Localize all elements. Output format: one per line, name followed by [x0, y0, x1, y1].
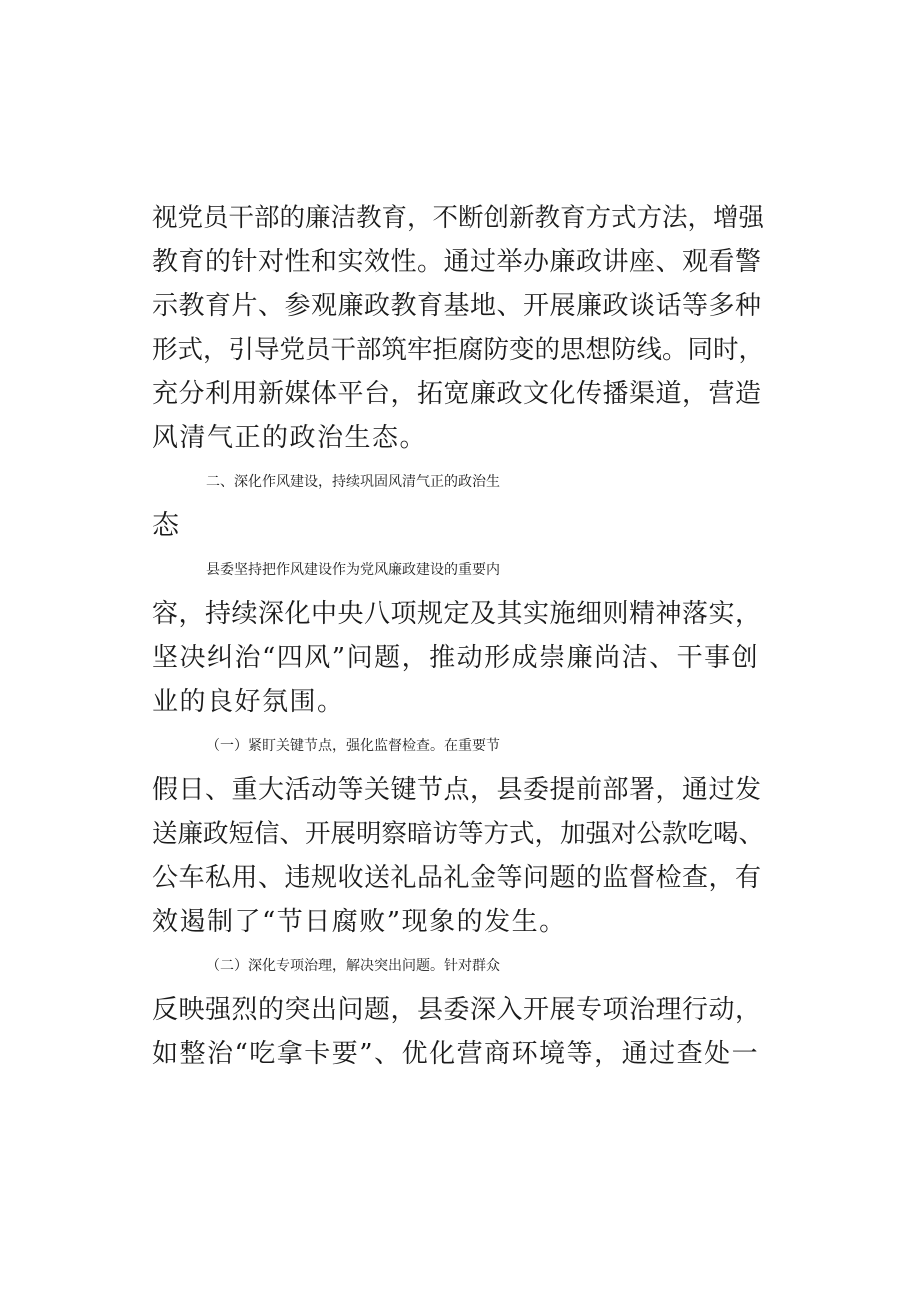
section-heading: 态 [152, 510, 179, 541]
paragraph-line: 风清气正的政治生态。 [152, 423, 428, 453]
paragraph-line: 业的良好氛围。 [152, 687, 345, 717]
paragraph-line: 反映强烈的突出问题，县委深入开展专项治理行动， [152, 995, 762, 1025]
paragraph-line: （一）紧盯关键节点，强化监督检查。在重要节 [206, 738, 500, 754]
paragraph-line: 如整治“吃拿卡要”、优化营商环境等，通过查处一 [152, 1039, 760, 1069]
paragraph-line: 教育的针对性和实效性。通过举办廉政讲座、观看警 [152, 247, 762, 277]
paragraph-line: 视党员干部的廉洁教育，不断创新教育方式方法，增强 [152, 203, 765, 233]
paragraph-line: 形式，引导党员干部筑牢拒腐防变的思想防线。同时， [152, 335, 765, 365]
section-heading: 二、深化作风建设，持续巩固风清气正的政治生 [206, 474, 500, 490]
paragraph-line: 充分利用新媒体平台，拓宽廉政文化传播渠道，营造 [152, 379, 762, 409]
paragraph-line: 假日、重大活动等关键节点，县委提前部署，通过发 [152, 775, 762, 805]
paragraph-line: 公车私用、违规收送礼品礼金等问题的监督检查，有 [152, 863, 762, 893]
paragraph-line: 坚决纠治“四风”问题，推动形成崇廉尚洁、干事创 [152, 643, 760, 673]
paragraph-line: 送廉政短信、开展明察暗访等方式，加强对公款吃喝、 [152, 819, 765, 849]
paragraph-line: 效遏制了“节日腐败”现象的发生。 [152, 907, 567, 937]
paragraph-line: 县委坚持把作风建设作为党风廉政建设的重要内 [206, 562, 500, 578]
paragraph-line: 容，持续深化中央八项规定及其实施细则精神落实， [152, 599, 762, 629]
paragraph-line: 示教育片、参观廉政教育基地、开展廉政谈话等多种 [152, 291, 762, 321]
paragraph-line: （二）深化专项治理，解决突出问题。针对群众 [206, 958, 500, 974]
